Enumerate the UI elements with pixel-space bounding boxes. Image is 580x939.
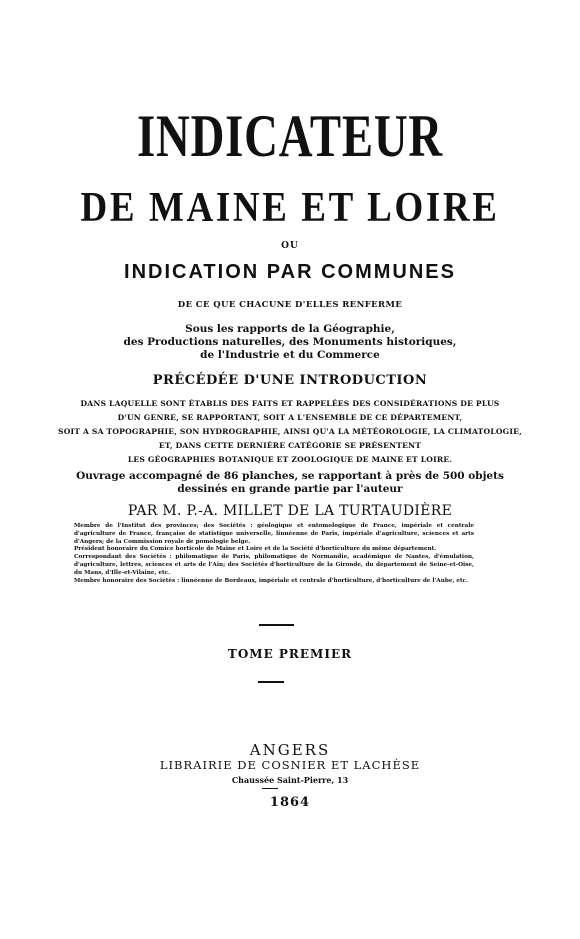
volume-label: TOME PREMIER xyxy=(227,647,353,661)
publisher-city: ANGERS xyxy=(249,741,331,759)
divider-rule xyxy=(259,624,294,626)
rapports-line: de l'Industrie et du Commerce xyxy=(200,349,380,361)
ouvrage-line: dessinés en grande partie par l'auteur xyxy=(177,483,403,495)
introduction-heading: PRÉCÉDÉE D'UNE INTRODUCTION xyxy=(152,373,428,388)
conjunction-ou: OU xyxy=(281,241,299,251)
description-line: DANS LAQUELLE SONT ÉTABLIS DES FAITS ET RAPPELÉES DES CONSIDÉRATIONS DE PLUS xyxy=(80,399,500,408)
ouvrage-line: Ouvrage accompagné de 86 planches, se rapportant à près de 500 objets xyxy=(76,470,504,482)
divider-rule xyxy=(262,788,278,789)
renferme-line: DE CE QUE CHACUNE D'ELLES RENFERME xyxy=(177,300,403,310)
credential-paragraph: Correspondant des Sociétés : philomatique de Paris, philomatique de Normandie, académique de Nantes, d'émulation, d'agriculture, lettres, sciences et arts de l'Ain; des Sociétés d'horticulture de la Gironde, du département de Seine-et-Oise, du Mans, d'Ille-et-Vilaine, etc. xyxy=(74,554,474,576)
description-line: LES GÉOGRAPHIES BOTANIQUE ET ZOOLOGIQUE DE MAINE ET LOIRE. xyxy=(127,455,453,464)
divider-rule xyxy=(258,681,284,683)
description-line: D'UN GENRE, SE RAPPORTANT, SOIT A L'ENSEMBLE DE CE DÉPARTEMENT, xyxy=(117,413,463,422)
author-credentials xyxy=(74,523,474,585)
credential-paragraph: Membre honoraire des Sociétés : linnéenne de Bordeaux, impériale et centrale d'horticulture, d'horticulture de l'Aube, etc. xyxy=(74,577,469,584)
book-subtitle: DE MAINE ET LOIRE xyxy=(80,185,500,231)
rapports-line: Sous les rapports de la Géographie, xyxy=(185,323,395,335)
book-title: INDICATEUR xyxy=(137,103,443,169)
author-line: PAR M. P.-A. MILLET DE LA TURTAUDIÈRE xyxy=(127,503,453,519)
indication-heading: INDICATION PAR COMMUNES xyxy=(124,261,456,283)
publication-year: 1864 xyxy=(269,795,311,810)
rapports-line: des Productions naturelles, des Monuments historiques, xyxy=(123,336,457,348)
credential-paragraph: Président honoraire du Comice horticole de Maine et Loire et de la Société d'horticulture du même département. xyxy=(74,546,437,553)
description-line: SOIT A SA TOPOGRAPHIE, SON HYDROGRAPHIE, AINSI QU'A LA MÉTÉOROLOGIE, LA CLIMATOLOGIE, xyxy=(58,427,522,436)
credential-paragraph: Membre de l'Institut des provinces; des Sociétés : géologique et entomologique de France, impériale et centrale d'agriculture de France, française de statistique universelle, linnéenne de Paris, impériale d'agriculture, sciences et arts d'Angers; de la Commission royale de pomologie belge. xyxy=(74,523,474,545)
publisher-address: Chaussée Saint-Pierre, 13 xyxy=(231,775,349,785)
description-line: ET, DANS CETTE DERNIÈRE CATÉGORIE SE PRÉSENTENT xyxy=(158,441,422,450)
publisher-name: LIBRAIRIE DE COSNIER ET LACHÈSE xyxy=(159,758,421,772)
